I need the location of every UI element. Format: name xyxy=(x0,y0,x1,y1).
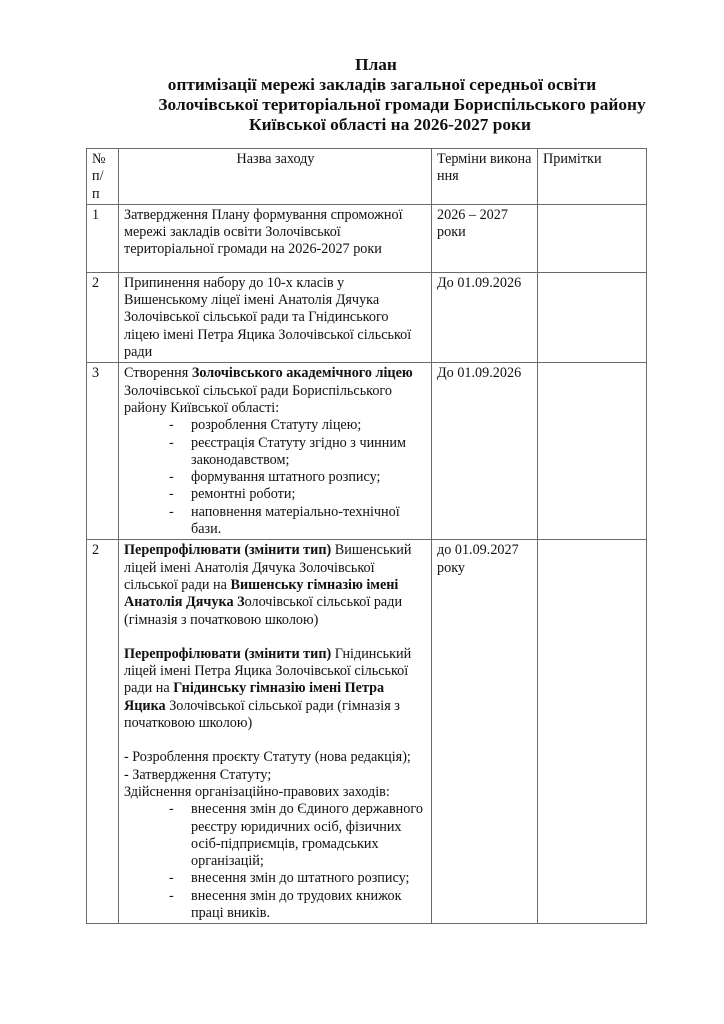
measure-bold-text: Перепрофілювати (змінити тип) xyxy=(124,645,332,662)
header-notes: Примітки xyxy=(538,149,647,205)
header-term: Терміни викона ння xyxy=(432,149,538,205)
measure-bold-text: Золочівського академічного ліцею xyxy=(191,365,413,382)
table-row xyxy=(87,204,647,272)
list-item: - реєстрація Статуту згідно з чинним законодавством; xyxy=(169,435,427,470)
title-line: Київської області на 2026-2027 роки xyxy=(249,115,531,134)
row-number: 3 xyxy=(87,363,119,540)
list-item: - внесення змін до штатного розпису; xyxy=(169,870,427,887)
measure-sublist xyxy=(124,417,427,538)
row-note xyxy=(538,540,647,924)
table-row xyxy=(87,272,647,362)
measure-text: Золочівської сільської ради (гімназія з початковою школою) xyxy=(124,697,400,732)
header-number: № п/ п xyxy=(87,149,119,205)
header-measure: Назва заходу xyxy=(119,149,432,205)
measure-sublist xyxy=(124,801,427,922)
measure-text: Золочівської сільської ради Бориспільського району Київської області: xyxy=(124,382,392,416)
list-item: - формування штатного розпису; xyxy=(169,469,427,486)
list-item: - наповнення матеріально-технічної бази. xyxy=(169,504,427,539)
title-line: оптимізації мережі закладів загальної середньої освіти xyxy=(167,75,597,94)
row-measure: Припинення набору до 10-х класів у Вишенському ліцеї імені Анатолія Дячука Золочівської сільської ради та Гнідинського ліцею імені Петра Яцика Золочівської сільської ради xyxy=(119,272,432,362)
list-item: - внесення змін до трудових книжок праці вників. xyxy=(169,888,427,923)
measure-bold-text: Перепрофілювати (змінити тип) xyxy=(124,542,332,559)
row-note xyxy=(538,204,647,272)
row-measure: Затвердження Плану формування спроможної мережі закладів освіти Золочівської територіальної громади на 2026-2027 роки xyxy=(119,204,432,272)
table-row xyxy=(87,540,647,924)
measure-line: - Розроблення проєкту Статуту (нова редакція); xyxy=(124,749,411,766)
list-item: - розроблення Статуту ліцею; xyxy=(169,417,427,434)
row-note xyxy=(538,363,647,540)
table-row xyxy=(87,363,647,540)
row-term: До 01.09.2026 xyxy=(432,363,538,540)
row-number: 2 xyxy=(87,272,119,362)
row-measure xyxy=(119,363,432,540)
row-term: До 01.09.2026 xyxy=(432,272,538,362)
document-title xyxy=(0,55,724,135)
row-term: 2026 – 2027 роки xyxy=(432,204,538,272)
measure-line: Здійснення організаційно-правових заходів: xyxy=(124,783,390,800)
row-note xyxy=(538,272,647,362)
measure-text: Вишенський ліцей імені Анатолія Дячука Золочівської сільської ради на xyxy=(124,542,412,593)
measure-bold-text: Вишенську гімназію імені Анатолія Дячука З xyxy=(124,576,399,611)
measure-paragraph xyxy=(124,646,427,732)
measure-line: - Затвердження Статуту; xyxy=(124,766,272,783)
measure-text: олочівської сільської ради (гімназія з початковою школою) xyxy=(124,594,403,628)
measure-paragraph xyxy=(124,542,427,628)
list-item: - ремонтні роботи; xyxy=(169,486,427,503)
list-item: - внесення змін до Єдиного державного реєстру юридичних осіб, фізичних осіб-підприємців, громадських організацій; xyxy=(169,801,427,870)
title-line: План xyxy=(355,55,397,74)
row-measure xyxy=(119,540,432,924)
measure-text: Гнідинський ліцей імені Петра Яцика Золочівської сільської ради на xyxy=(124,645,412,697)
table-header-row xyxy=(87,149,647,205)
measure-text: Створення xyxy=(124,365,192,382)
plan-table xyxy=(86,148,647,924)
row-number: 2 xyxy=(87,540,119,924)
title-line: Золочівської територіальної громади Бориспільського району xyxy=(158,95,646,114)
row-term: до 01.09.2027 року xyxy=(432,540,538,924)
measure-bold-text: Гнідинську гімназію імені Петра Яцика xyxy=(124,680,385,714)
row-number: 1 xyxy=(87,204,119,272)
